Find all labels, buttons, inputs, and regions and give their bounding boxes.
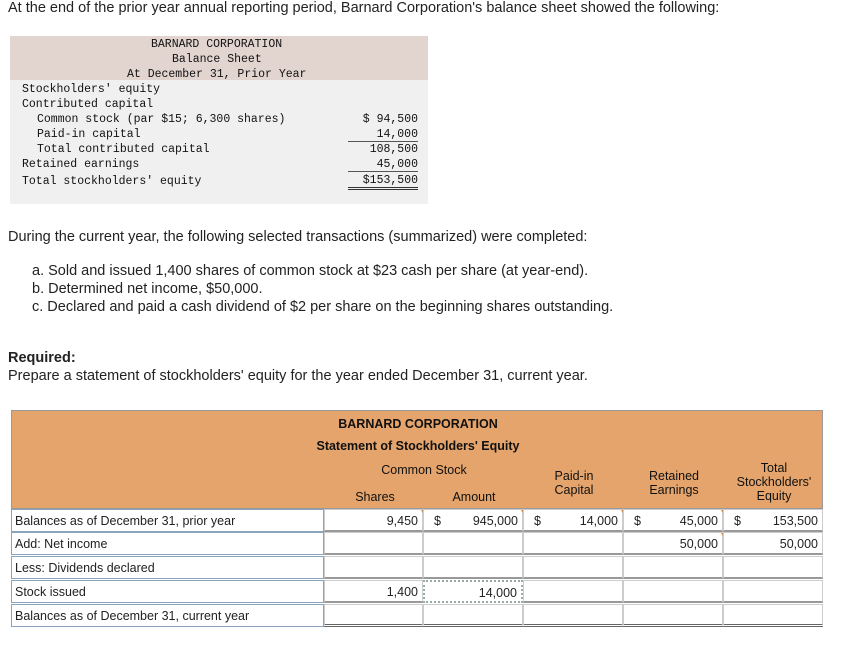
row-label[interactable]: Stock issued (11, 580, 324, 603)
col-total: Total Stockholders' Equity (736, 461, 812, 503)
bs-line-label: Retained earnings (22, 158, 140, 171)
retained-input[interactable] (623, 604, 723, 627)
col-shares: Shares (355, 490, 395, 504)
table-row (11, 509, 823, 532)
transaction-item: b. Determined net income, $50,000. (32, 281, 263, 297)
bs-line-value: 45,000 (348, 158, 418, 172)
row-label: Balances as of December 31, prior year (11, 509, 324, 532)
bs-line-label: Total stockholders' equity (22, 175, 202, 188)
total-input[interactable] (723, 556, 823, 579)
amount-input[interactable] (423, 604, 523, 627)
paid-in-input[interactable] (523, 532, 623, 555)
statement-company: BARNARD CORPORATION (338, 417, 498, 431)
paid-in-input[interactable] (523, 604, 623, 627)
bs-line-value: $153,500 (348, 174, 418, 190)
statement-table (11, 410, 823, 627)
shares-input[interactable]: 9,450 (324, 509, 423, 532)
bs-line-value: 14,000 (348, 128, 418, 142)
bs-line-label: Stockholders' equity (22, 83, 161, 96)
total-input[interactable] (723, 580, 823, 603)
bs-line-value: 108,500 (369, 143, 418, 156)
shares-input[interactable]: 1,400 (324, 580, 423, 603)
shares-input[interactable] (324, 604, 423, 627)
table-row (11, 580, 823, 603)
bs-line-label: Paid-in capital (37, 128, 141, 141)
statement-title: Statement of Stockholders' Equity (316, 439, 520, 453)
transactions-intro: During the current year, the following selected transactions (summarized) were completed: (8, 229, 588, 245)
row-label[interactable]: Less: Dividends declared (11, 556, 324, 579)
total-input[interactable] (723, 604, 823, 627)
statement-header (11, 410, 823, 509)
shares-input[interactable] (324, 532, 423, 555)
amount-input[interactable]: 14,000 (423, 580, 523, 603)
row-label[interactable]: Add: Net income (11, 532, 324, 555)
retained-input[interactable]: 50,000 (623, 532, 723, 555)
amount-input[interactable] (423, 532, 523, 555)
bs-date: At December 31, Prior Year (127, 68, 307, 81)
total-input[interactable]: $ 153,500 (723, 509, 823, 532)
required-heading: Required: (8, 350, 76, 366)
total-input[interactable]: 50,000 (723, 532, 823, 555)
paid-in-input[interactable]: $ 14,000 (523, 509, 623, 532)
retained-input[interactable] (623, 580, 723, 603)
bs-title: Balance Sheet (172, 53, 262, 66)
bs-line-label: Contributed capital (22, 98, 154, 111)
bs-company: BARNARD CORPORATION (151, 38, 283, 51)
col-paid-in: Paid-in Capital (554, 469, 594, 497)
col-amount: Amount (452, 490, 496, 504)
table-row (11, 556, 823, 579)
col-retained: Retained Earnings (648, 469, 700, 497)
table-row (11, 532, 823, 555)
amount-input[interactable] (423, 556, 523, 579)
paid-in-input[interactable] (523, 580, 623, 603)
bs-line-label: Common stock (par $15; 6,300 shares) (37, 113, 286, 126)
paid-in-input[interactable] (523, 556, 623, 579)
required-text: Prepare a statement of stockholders' equity for the year ended December 31, current year. (8, 368, 588, 384)
row-label: Balances as of December 31, current year (11, 604, 324, 627)
retained-input[interactable] (623, 556, 723, 579)
bs-line-label: Total contributed capital (37, 143, 210, 156)
amount-input[interactable]: $ 945,000 (423, 509, 523, 532)
intro-text: At the end of the prior year annual reporting period, Barnard Corporation's balance sheet showed the following: (8, 0, 720, 16)
transaction-item: a. Sold and issued 1,400 shares of common stock at $23 cash per share (at year-end). (32, 263, 589, 279)
bs-line-value: $ 94,500 (362, 113, 418, 126)
shares-input[interactable] (324, 556, 423, 579)
transaction-item: c. Declared and paid a cash dividend of $2 per share on the beginning shares outstanding. (32, 299, 614, 315)
retained-input[interactable]: $ 45,000 (623, 509, 723, 532)
table-row (11, 604, 823, 627)
col-common-stock: Common Stock (381, 463, 467, 477)
balance-sheet (10, 36, 428, 204)
